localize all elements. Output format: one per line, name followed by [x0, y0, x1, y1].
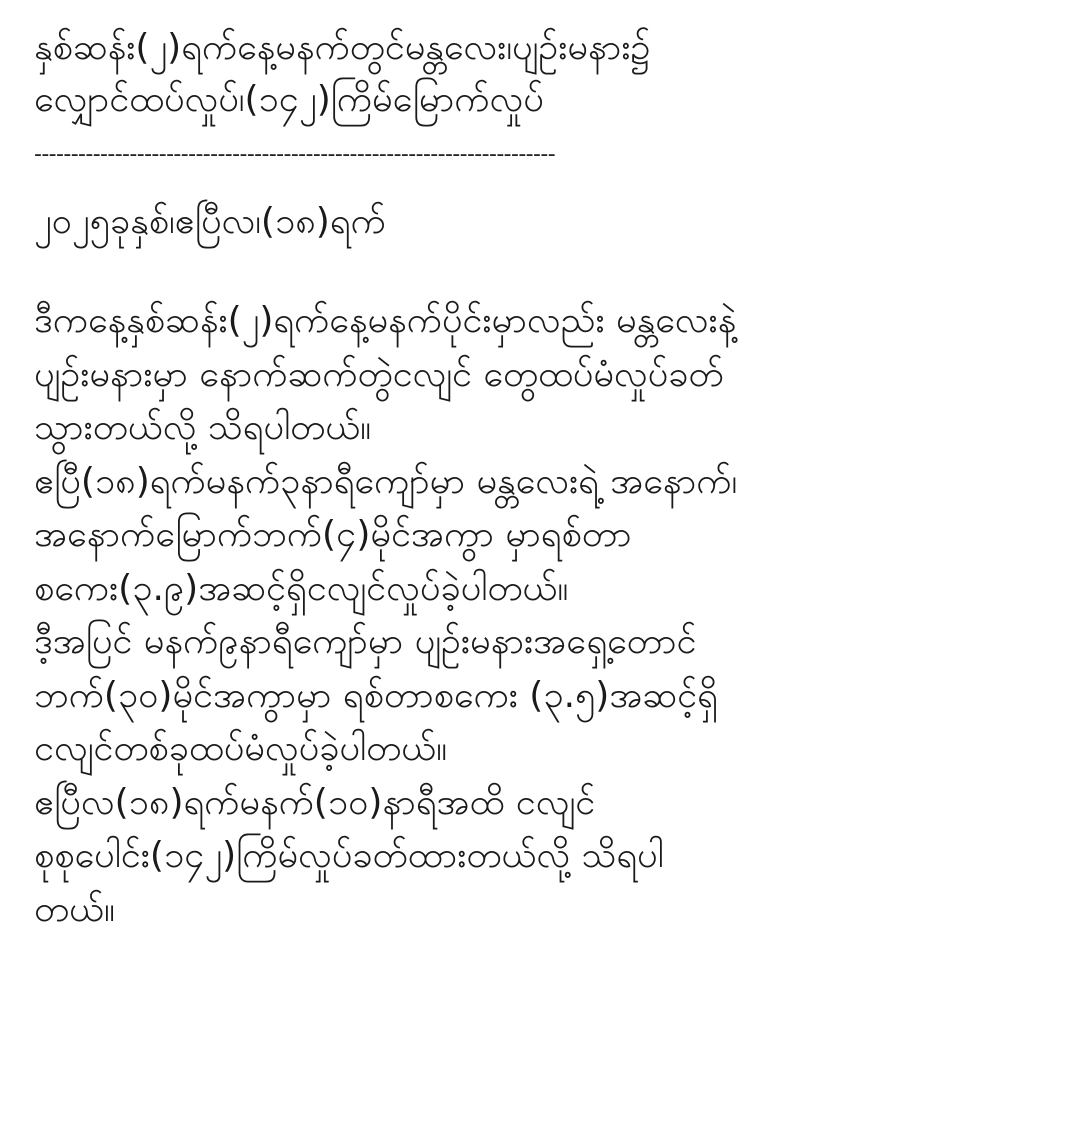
post-content — [34, 22, 1054, 936]
body-line: ဒီကနေ့နှစ်ဆန်း(၂)ရက်နေ့မနက်ပိုင်းမှာလည်း မန္တလေးနဲ့ — [34, 300, 737, 341]
headline-line-1: နှစ်ဆန်း(၂)ရက်နေ့မနက်တွင်မန္တလေး၊ပျဉ်းမနား၌ — [34, 27, 651, 68]
body-line: ဘက်(၃၀)မိုင်အကွာမှာ ရစ်တာစကေး (၃.၅)အဆင့်ရှိ — [34, 674, 718, 716]
headline-line-2: လျှောင်ထပ်လှုပ်၊(၁၄၂)ကြိမ်မြောက်လှုပ် — [34, 79, 544, 120]
body-line: တယ်။ — [34, 888, 115, 930]
body-line: အနောက်မြောက်ဘက်(၄)မိုင်အကွာ မှာရစ်တာ — [34, 514, 632, 555]
dashed-divider: ----------------------------------------------------------------------- — [34, 142, 556, 167]
headline — [34, 22, 1054, 126]
body-line: ဧပြီလ(၁၈)ရက်မနက်(၁၀)နာရီအထိ ငလျင် — [34, 781, 596, 823]
date-line: ၂၀၂၅ခုနှစ်၊ဧပြီလ၊(၁၈)ရက် — [34, 201, 386, 242]
body-line: စုစုပေါင်း(၁၄၂)ကြိမ်လှုပ်ခတ်ထားတယ်လို့ သိရပါ — [34, 835, 664, 876]
body-text — [34, 294, 1054, 936]
body-line: ငလျင်တစ်ခုထပ်မံလှုပ်ခဲ့ပါတယ်။ — [34, 728, 448, 769]
body-line: သွားတယ်လို့ သိရပါတယ်။ — [34, 407, 372, 448]
body-line: စကေး(၃.၉)အဆင့်ရှိငလျင်လှုပ်ခဲ့ပါတယ်။ — [34, 567, 569, 609]
body-line: ဒီ့အပြင် မနက်၉နာရီကျော်မှာ ပျဉ်းမနားအရှေ့တောင် — [34, 621, 697, 662]
body-line: ဧပြီ(၁၈)ရက်မနက်၃နာရီကျော်မှာ မန္တလေးရဲ့ အနောက်၊ — [34, 460, 738, 502]
body-line: ပျဉ်းမနားမှာ နောက်ဆက်တွဲငလျင် တွေထပ်မံလှုပ်ခတ် — [34, 353, 724, 395]
